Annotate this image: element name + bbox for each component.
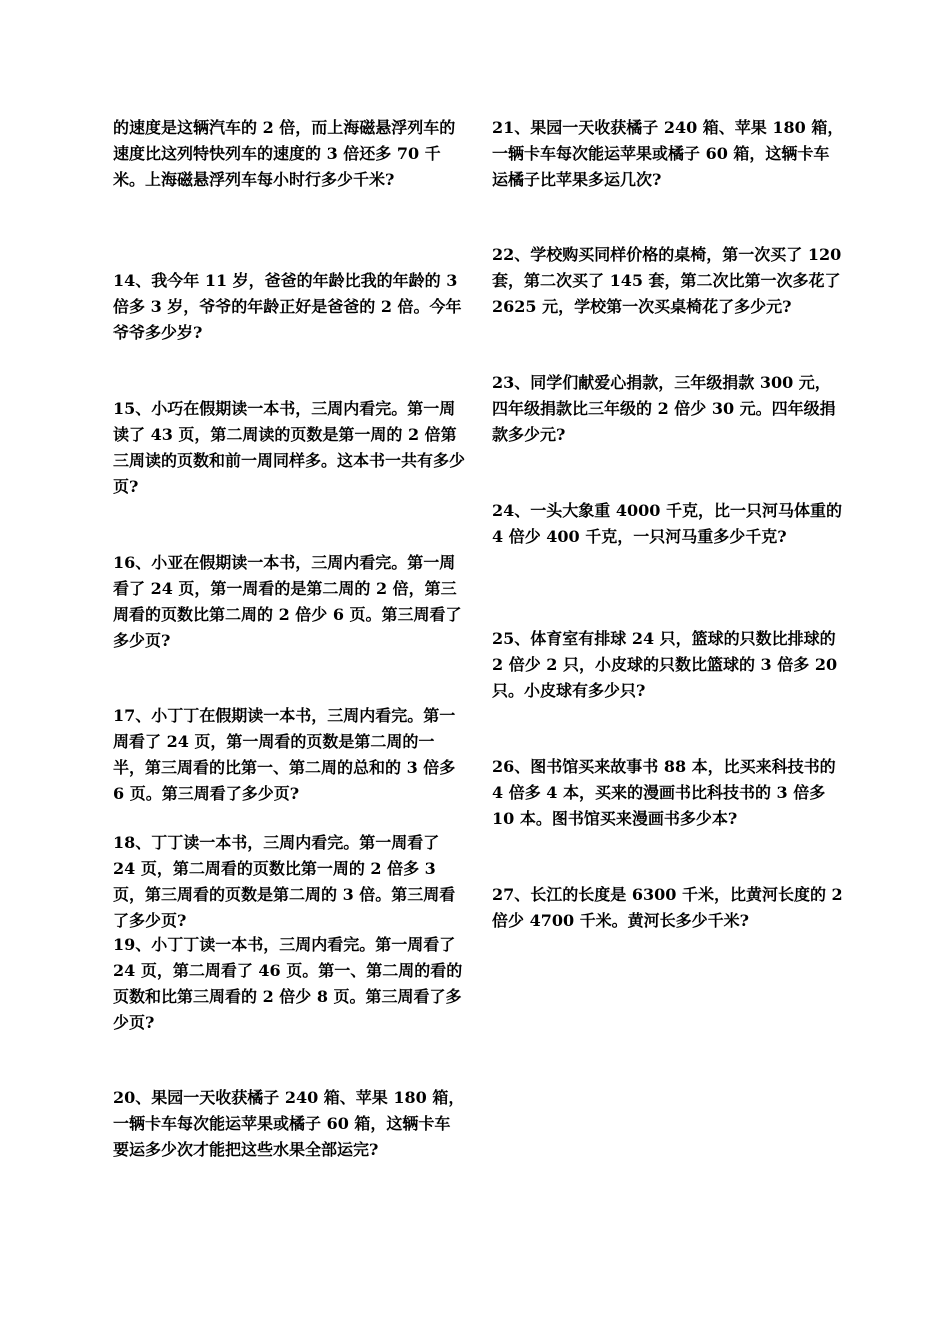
problem-16: 16、小亚在假期读一本书，三周内看完。第一周看了 24 页，第一周看的是第二周的 2 倍，第三周看的页数比第二周的 2 倍少 6 页。第三周看了多少页? (113, 553, 462, 650)
problem-18: 18、丁丁读一本书，三周内看完。第一周看了 24 页，第二周看的页数比第一周的 2 倍多 3 页，第三周看的页数是第二周的 3 倍。第三周看了多少页? (113, 833, 456, 930)
problem-24: 24、一头大象重 4000 千克，比一只河马体重的 4 倍少 400 千克，一只河马重多少千克? (492, 501, 842, 546)
problem-23: 23、同学们献爱心捐款，三年级捐款 300 元，四年级捐款比三年级的 2 倍少 30 元。四年级捐款多少元? (492, 373, 836, 444)
problem-21: 21、果园一天收获橘子 240 箱、苹果 180 箱，一辆卡车每次能运苹果或橘子 60 箱，这辆卡车运橘子比苹果多运几次? (492, 118, 844, 189)
problem-17: 17、小丁丁在假期读一本书，三周内看完。第一周看了 24 页，第一周看的页数是第二周的一半，第三周看的比第一、第二周的总和的 3 倍多 6 页。第三周看了多少页? (113, 706, 456, 803)
problem-27: 27、长江的长度是 6300 千米，比黄河长度的 2 倍少 4700 千米。黄河长多少千米? (492, 885, 843, 930)
problem-19: 19、小丁丁读一本书，三周内看完。第一周看了 24 页，第二周看了 46 页。第一、第二周的看的页数和比第三周看的 2 倍少 8 页。第三周看了多少页? (113, 935, 463, 1032)
problem-15: 15、小巧在假期读一本书，三周内看完。第一周读了 43 页，第二周读的页数是第一周的 2 倍第三周读的页数和前一周同样多。这本书一共有多少页? (113, 399, 466, 496)
problem-25: 25、体育室有排球 24 只，篮球的只数比排球的 2 倍少 2 只，小皮球的只数比篮球的 3 倍多 20 只。小皮球有多少只? (492, 629, 838, 700)
problem-14: 14、我今年 11 岁，爸爸的年龄比我的年龄的 3 倍多 3 岁，爷爷的年龄正好是爸爸的 2 倍。今年爷爷多少岁? (113, 271, 462, 342)
problem-13-continued: 的速度是这辆汽车的 2 倍，而上海磁悬浮列车的速度比这列特快列车的速度的 3 倍还多 70 千米。上海磁悬浮列车每小时行多少千米? (113, 118, 456, 189)
problem-20: 20、果园一天收获橘子 240 箱、苹果 180 箱，一辆卡车每次能运苹果或橘子 60 箱，这辆卡车要运多少次才能把这些水果全部运完? (113, 1088, 465, 1159)
problem-26: 26、图书馆买来故事书 88 本，比买来科技书的 4 倍多 4 本，买来的漫画书比科技书的 3 倍多 10 本。图书馆买来漫画书多少本? (492, 757, 836, 828)
problem-22: 22、学校购买同样价格的桌椅，第一次买了 120 套，第二次买了 145 套，第二次比第一次多花了 2625 元，学校第一次买桌椅花了多少元? (492, 245, 842, 316)
